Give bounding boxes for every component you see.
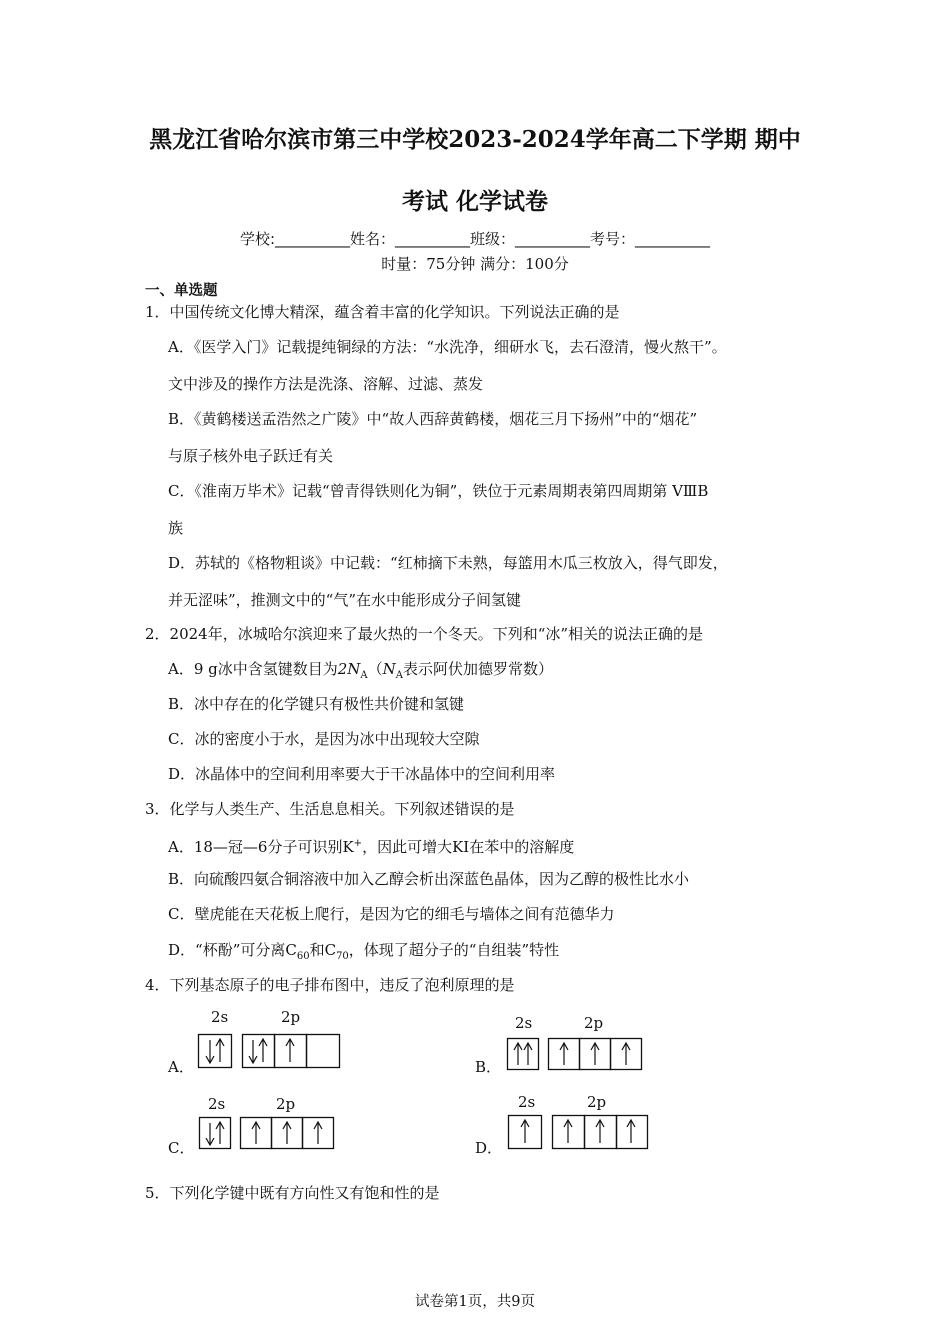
q4-c-2p-label: 2p (276, 1095, 296, 1113)
q2-option-d: D．冰晶体中的空间利用率要大于干冰晶体中的空间利用率 (168, 765, 556, 783)
q3-a-prefix: A．18—冠—6分子可识别K (168, 838, 354, 856)
q3-d-sub2: 70 (336, 951, 349, 962)
q3-option-d (168, 940, 559, 967)
exam-title-line1: 黑龙江省哈尔滨市第三中学校2023-2024学年高二下学期 期中 (149, 126, 801, 153)
q1-option-d-line2: 并无涩味”，推测文中的“气”在水中能形成分子间氢键 (168, 591, 522, 609)
q2-a-symbol: N (347, 660, 361, 678)
question-3-stem: 3．化学与人类生产、生活息息相关。下列叙述错误的是 (145, 800, 515, 818)
q4-c-orbital-diagram (199, 1117, 337, 1151)
q2-a-number: 2 (337, 660, 348, 678)
q3-a-superscript: + (353, 838, 363, 849)
q3-d-suffix: ，体现了超分子的“自组装”特性 (348, 941, 560, 959)
q1-option-d-line1: D．苏轼的《格物粗谈》中记载：“红柿摘下未熟，每篮用木瓜三枚放入，得气即发， (168, 554, 728, 572)
q2-a-symbol2: N (382, 660, 396, 678)
question-5-stem: 5．下列化学键中既有方向性又有饱和性的是 (145, 1184, 440, 1202)
q3-option-a (168, 834, 574, 857)
q4-a-2s-label: 2s (211, 1008, 229, 1026)
q4-d-2p-label: 2p (587, 1093, 607, 1111)
page-footer: 试卷第1页，共9页 (415, 1294, 535, 1310)
q2-a-subscript: A (360, 670, 368, 681)
q4-d-2s-label: 2s (518, 1093, 536, 1111)
q2-a-paren: （ (367, 660, 383, 678)
q4-b-2s-label: 2s (515, 1014, 533, 1032)
time-score-line: 时量：75分钟 满分：100分 (381, 255, 569, 273)
question-2-stem: 2．2024年，冰城哈尔滨迎来了最火热的一个冬天。下列和“冰”相关的说法正确的是 (145, 625, 704, 643)
q4-option-d-label: D． (475, 1139, 503, 1157)
q3-d-mid: 和C (309, 941, 337, 959)
q3-option-b: B．向硫酸四氨合铜溶液中加入乙醇会析出深蓝色晶体，因为乙醇的极性比水小 (168, 870, 690, 888)
q1-option-a-line2: 文中涉及的操作方法是洗涤、溶解、过滤、蒸发 (168, 375, 484, 393)
section-heading: 一、单选题 (145, 283, 218, 299)
q4-b-2p-label: 2p (584, 1014, 604, 1032)
q1-option-b-line2: 与原子核外电子跃迁有关 (168, 447, 334, 465)
q2-a-subscript2: A (395, 670, 404, 681)
q4-option-c-label: C． (168, 1139, 195, 1157)
q3-a-suffix: ，因此可增大KI在苯中的溶解度 (362, 838, 575, 856)
question-1-stem: 1．中国传统文化博大精深，蕴含着丰富的化学知识。下列说法正确的是 (145, 303, 620, 321)
q2-option-c: C．冰的密度小于水，是因为冰中出现较大空隙 (168, 730, 480, 748)
q4-d-orbital-diagram (508, 1115, 650, 1151)
q3-d-sub1: 60 (296, 951, 310, 962)
q4-c-2s-label: 2s (208, 1095, 226, 1113)
q1-option-c-line1: C．《淮南万毕术》记载“曾青得铁则化为铜”，铁位于元素周期表第四周期第 VⅢB (168, 482, 709, 500)
q3-d-prefix: D．“杯酚”可分离C (168, 941, 297, 959)
q2-a-suffix: 表示阿伏加德罗常数） (403, 660, 554, 678)
exam-title-line2: 考试 化学试卷 (401, 188, 548, 215)
q2-option-a (168, 659, 553, 686)
q4-a-orbital-diagram (198, 1034, 343, 1070)
q1-option-a-line1: A．《医学入门》记载提纯铜绿的方法：“水洗净，细研水飞，去石澄清，慢火熬干”。 (168, 338, 727, 356)
student-info-line: 学校:__________姓名：__________班级：__________考号：__________ (239, 230, 711, 248)
q4-b-orbital-diagram (507, 1038, 645, 1072)
q1-option-c-line2: 族 (168, 519, 184, 537)
q1-option-b-line1: B．《黄鹤楼送孟浩然之广陵》中“故人西辞黄鹤楼，烟花三月下扬州”中的“烟花” (168, 410, 698, 428)
q2-option-b: B．冰中存在的化学键只有极性共价键和氢键 (168, 695, 465, 713)
q3-option-c: C．壁虎能在天花板上爬行，是因为它的细毛与墙体之间有范德华力 (168, 905, 615, 923)
q4-option-a-label: A． (168, 1058, 194, 1076)
q4-a-2p-label: 2p (281, 1008, 301, 1026)
question-4-stem: 4．下列基态原子的电子排布图中，违反了泡利原理的是 (145, 976, 515, 994)
q4-option-b-label: B． (475, 1058, 502, 1076)
q2-a-prefix: A．9 g冰中含氢键数目为 (168, 660, 338, 678)
